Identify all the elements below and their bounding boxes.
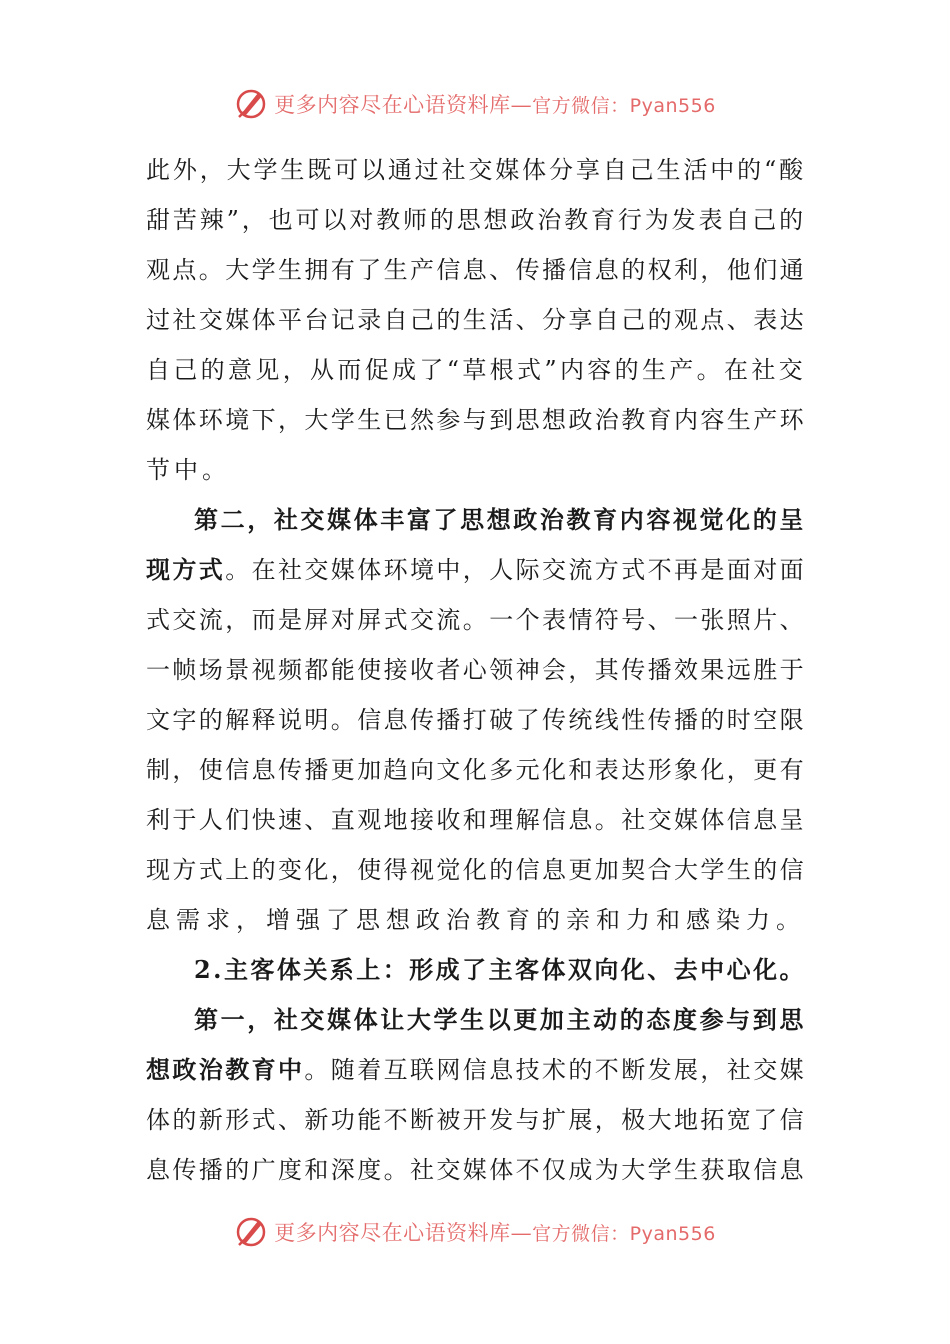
text-line: 节中。 xyxy=(146,456,230,484)
text-line: 制，使信息传播更加趋向文化多元化和表达形象化，更有 xyxy=(146,756,806,784)
bold-phrase: 现方式 xyxy=(146,555,226,584)
watermark-main-text: 更多内容尽在心语资料库— xyxy=(274,1221,533,1245)
text-line: 一帧场景视频都能使接收者心领神会，其传播效果远胜于 xyxy=(146,656,806,684)
mixed-line xyxy=(146,1045,806,1095)
text-line: 息传播的广度和深度。社交媒体不仅成为大学生获取信息 xyxy=(146,1156,806,1184)
quill-logo-icon xyxy=(234,87,268,121)
watermark-header xyxy=(0,84,950,124)
text-line: 现方式上的变化，使得视觉化的信息更加契合大学生的信 xyxy=(146,856,806,884)
section-heading: 2.主客体关系上：形成了主客体双向化、去中心化。 xyxy=(194,955,806,984)
text-line: 过社交媒体平台记录自己的生活、分享自己的观点、表达 xyxy=(146,306,806,334)
text-line: 息需求，增强了思想政治教育的亲和力和感染力。 xyxy=(146,906,806,934)
text-line: 式交流，而是屏对屏式交流。一个表情符号、一张照片、 xyxy=(146,606,806,634)
quill-logo-icon xyxy=(234,1215,268,1249)
document-body xyxy=(146,145,806,1195)
text-line: 甜苦辣”，也可以对教师的思想政治教育行为发表自己的 xyxy=(146,206,806,234)
watermark-main-text: 更多内容尽在心语资料库— xyxy=(274,93,533,117)
text-line: 观点。大学生拥有了生产信息、传播信息的权利，他们通 xyxy=(146,256,806,284)
mixed-line xyxy=(146,545,806,595)
text-line: 文字的解释说明。信息传播打破了传统线性传播的时空限 xyxy=(146,706,806,734)
text-line: 媒体环境下，大学生已然参与到思想政治教育内容生产环 xyxy=(146,406,806,434)
watermark-wechat-text: 官方微信：Pyan556 xyxy=(532,1222,716,1245)
bold-heading-line: 第一，社交媒体让大学生以更加主动的态度参与到思 xyxy=(194,1005,806,1034)
text-fragment: 。在社交媒体环境中，人际交流方式不再是面对面 xyxy=(225,556,807,584)
bold-phrase: 想政治教育中 xyxy=(146,1055,305,1084)
bold-heading-line: 第二，社交媒体丰富了思想政治教育内容视觉化的呈 xyxy=(194,505,806,534)
text-line: 此外，大学生既可以通过社交媒体分享自己生活中的“酸 xyxy=(146,156,806,184)
watermark-wechat-text: 官方微信：Pyan556 xyxy=(532,94,716,117)
text-line: 自己的意见，从而促成了“草根式”内容的生产。在社交 xyxy=(146,356,806,384)
text-line: 体的新形式、新功能不断被开发与扩展，极大地拓宽了信 xyxy=(146,1106,806,1134)
text-fragment: 。随着互联网信息技术的不断发展，社交媒 xyxy=(304,1056,807,1084)
watermark-footer xyxy=(0,1212,950,1252)
text-line: 利于人们快速、直观地接收和理解信息。社交媒体信息呈 xyxy=(146,806,806,834)
